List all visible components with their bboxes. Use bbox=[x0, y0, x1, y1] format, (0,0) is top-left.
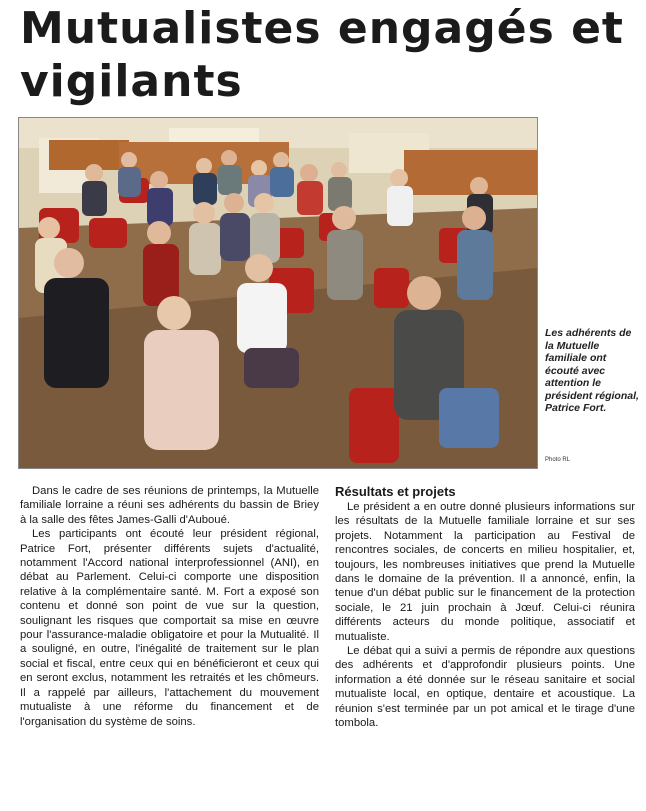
article-column-right bbox=[335, 484, 635, 731]
article-paragraph: Le débat qui a suivi a permis de répondre aux questions des adhérents et d'approfondir plusieurs points. Une information a été donnée sur le réseau sanitaire et social mutualiste local, en optique, dentaire et acoustique. La réunion s'est terminée par un pot amical et le tirage d'une tombola. bbox=[335, 645, 635, 730]
meeting-room-illustration bbox=[19, 118, 537, 468]
article-headline: Mutualistes engagés et vigilants bbox=[20, 3, 624, 107]
article-column-left bbox=[20, 484, 319, 729]
photo-credit: Photo RL bbox=[545, 457, 571, 463]
article-paragraph: Le président a en outre donné plusieurs informations sur les résultats de la Mutuelle familiale lorraine et sur ses projets. Notamment la participation au Festival de rencontres sociales, de concerts en milieu hospitalier, et, toujours, les nombreuses initiatives que prend la Mutuelle dans le domaine de la prévention. Il a annoncé, enfin, la tenue d'un débat public sur le financement de la protection sociale, le 21 juin prochain à Jœuf. Celui-ci réunira différents acteurs du monde politique, associatif et mutualiste. bbox=[335, 501, 635, 643]
article-photo bbox=[18, 117, 538, 469]
article-paragraph: Les participants ont écouté leur président régional, Patrice Fort, présenter différents sujets d'actualité, notamment l'Accord national interprofessionnel (ANI), en débat au Parlement. Celui-ci comporte une disposition relative à la complémentaire santé. M. Fort a exposé son contenu et donné son point de vue sur la question, soulignant les risques que comportait sa mise en œuvre pour l'assurance-maladie obligatoire et pour la Mutualité. Il a souligné, en outre, l'inégalité de traitement sur le plan social et fiscal, entre ceux qui en bénéficieront et ceux qui en seront exclus, notamment les retraités et les chômeurs. Il a rappelé par ailleurs, l'attachement du mouvement mutualiste à une réforme du financement et de l'organisation du système de soins. bbox=[20, 528, 319, 728]
article-paragraph: Dans le cadre de ses réunions de printemps, la Mutuelle familiale lorraine a réuni ses adhérents du bassin de Briey à la salle des fêtes James-Galli d'Auboué. bbox=[20, 485, 319, 526]
section-subheading: Résultats et projets bbox=[335, 484, 456, 499]
photo-caption: Les adhérents de la Mutuelle familiale ont écouté avec attention le président régional, Patrice Fort. bbox=[545, 327, 639, 414]
